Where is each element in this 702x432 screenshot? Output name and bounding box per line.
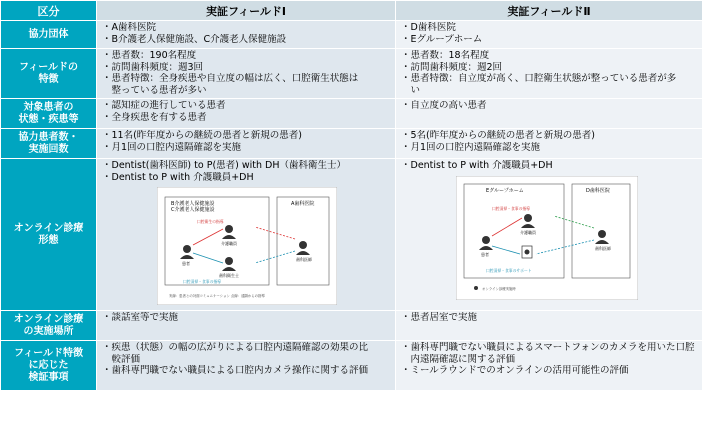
d2-dentist: 歯科医師 xyxy=(595,245,611,251)
cell-line: ・A歯科医院 xyxy=(102,22,156,33)
d2-top-note: 口腔清掃・食事の指導 xyxy=(492,205,530,211)
row-label xyxy=(1,21,97,49)
field2-cell xyxy=(396,341,702,391)
field1-cell xyxy=(97,99,396,129)
d1-staff: 介護職員 xyxy=(221,241,237,246)
cell-line: ・11名(昨年度からの継続の患者と新規の患者) xyxy=(102,130,303,141)
d2-bottom-note: 口腔清掃・食事のサポート xyxy=(486,267,532,273)
field2-cell xyxy=(396,129,702,159)
field2-cell xyxy=(396,311,702,341)
cell-line: ・歯科専門職でない職員によるスマートフォンのカメラを用いた口腔 xyxy=(401,342,695,353)
cell-line: 整っている患者が多い xyxy=(102,84,207,96)
header-row xyxy=(1,1,702,21)
cell-line: ・訪問歯科頻度：週2回 xyxy=(401,61,503,73)
table-row xyxy=(1,99,702,129)
cell-line: ・Dentist to P with 介護職員+DH xyxy=(102,171,254,183)
d2-staff: 介護職員 xyxy=(520,229,536,235)
diagram-field2 xyxy=(456,176,697,300)
cell-line: 較評価 xyxy=(102,353,141,365)
row-label-line: 協力団体 xyxy=(28,28,69,40)
row-label-line: オンライン診療 xyxy=(13,313,84,325)
d2-caption: オンライン診療実施時 xyxy=(482,286,516,291)
table-row xyxy=(1,159,702,311)
row-label-line: 検証事項 xyxy=(28,371,69,383)
d1-caption: 実線：患者との対面コミュニケーション 点線：遠隔からの指導 xyxy=(169,294,265,298)
cell-line: ・患者数：18名程度 xyxy=(401,50,490,61)
cell-line: ・訪問歯科頻度：週3回 xyxy=(102,61,204,73)
diagram-field1 xyxy=(157,187,390,305)
diagram1-svg xyxy=(157,187,337,305)
field1-cell xyxy=(97,311,396,341)
row-label-line: オンライン診療 xyxy=(13,222,84,234)
d2-patient: 患者 xyxy=(481,251,489,257)
cell-line: ・D歯科医院 xyxy=(401,22,456,33)
table-row xyxy=(1,21,702,49)
d1-patient: 患者 xyxy=(182,261,190,266)
cell-line: ・患者特徴：全身疾患や自立度の幅は広く、口腔衛生状態は xyxy=(102,73,359,84)
row-label-line: 形態 xyxy=(38,234,59,246)
d2-right-title: D歯科医院 xyxy=(586,187,610,194)
row-label-line: 実施回数 xyxy=(28,143,69,155)
row-label xyxy=(1,311,97,341)
cell-line: ・疾患（状態）の幅の広がりによる口腔内遠隔確認の効果の比 xyxy=(102,342,369,353)
table-row xyxy=(1,129,702,159)
cell-line: ・月1回の口腔内遠隔確認を実施 xyxy=(102,141,242,153)
row-label xyxy=(1,341,97,391)
field2-cell xyxy=(396,21,702,49)
cell-line: ・Dentist to P with 介護職員+DH xyxy=(401,160,553,171)
row-label-line: の実施場所 xyxy=(23,325,74,337)
row-label-line: 対象患者の xyxy=(23,101,74,113)
row-label-line: に応じた xyxy=(28,359,69,371)
cell-line: ・認知症の進行している患者 xyxy=(102,100,226,111)
field1-cell xyxy=(97,21,396,49)
table-row xyxy=(1,341,702,391)
field1-cell xyxy=(97,341,396,391)
cell-line: ・患者数：190名程度 xyxy=(102,50,197,61)
row-label-line: 協力患者数・ xyxy=(18,131,79,143)
cell-line: ・Dentist(歯科医師) to P(患者) with DH（歯科衛生士） xyxy=(102,160,347,171)
row-label xyxy=(1,129,97,159)
row-label-line: 特徴 xyxy=(38,73,59,85)
table-row xyxy=(1,311,702,341)
header-category: 区分 xyxy=(1,1,97,21)
cell-line: ・患者居室で実施 xyxy=(401,312,478,323)
d1-left-title-1: B介護老人保健施設 xyxy=(171,201,215,207)
cell-line: ・談話室等で実施 xyxy=(102,312,179,323)
cell-line: ・B介護老人保健施設、C介護老人保健施設 xyxy=(102,33,287,45)
cell-line: ・全身疾患を有する患者 xyxy=(102,111,207,123)
d1-dentist: 歯科医師 xyxy=(296,257,312,262)
cell-line: ・5名(昨年度からの継続の患者と新規の患者) xyxy=(401,130,595,141)
table-row xyxy=(1,49,702,99)
d1-top-note: 口腔衛生の指導 xyxy=(197,219,224,224)
cell-line: 内遠隔確認に関する評価 xyxy=(401,353,516,365)
d2-left-title: Eグループホーム xyxy=(486,187,524,194)
cell-line: ・患者特徴：自立度が高く、口腔衛生状態が整っている患者が多 xyxy=(401,73,677,84)
d1-right-title: A歯科医院 xyxy=(291,201,315,207)
field1-cell xyxy=(97,49,396,99)
field2-cell xyxy=(396,159,702,311)
d1-left-title-2: C介護老人保健施設 xyxy=(171,207,215,213)
header-field1: 実証フィールドⅠ xyxy=(97,1,396,21)
cell-line: ・月1回の口腔内遠隔確認を実施 xyxy=(401,141,541,153)
row-label-line: フィールドの xyxy=(19,61,78,73)
field1-cell xyxy=(97,159,396,311)
diagram2-svg xyxy=(456,176,638,300)
header-field2: 実証フィールドⅡ xyxy=(396,1,702,21)
cell-line: ・歯科専門職でない職員による口腔内カメラ操作に関する評価 xyxy=(102,365,369,376)
d1-bottom-note: 口腔清掃・食事の指導 xyxy=(183,279,221,284)
row-label xyxy=(1,49,97,99)
field1-cell xyxy=(97,129,396,159)
cell-line: い xyxy=(401,84,421,96)
row-label xyxy=(1,159,97,311)
field2-cell xyxy=(396,99,702,129)
person-legend-icon xyxy=(474,286,478,290)
row-label-line: フィールド特徴 xyxy=(14,347,83,359)
field2-cell xyxy=(396,49,702,99)
row-label-line: 状態・疾患等 xyxy=(18,113,79,125)
row-label xyxy=(1,99,97,129)
d1-dh: 歯科衛生士 xyxy=(219,273,239,278)
cell-line: ・Eグループホーム xyxy=(401,33,483,45)
cell-line: ・ミールラウンドでのオンラインの活用可能性の評価 xyxy=(401,365,629,376)
cell-line: ・自立度の高い患者 xyxy=(401,100,487,111)
